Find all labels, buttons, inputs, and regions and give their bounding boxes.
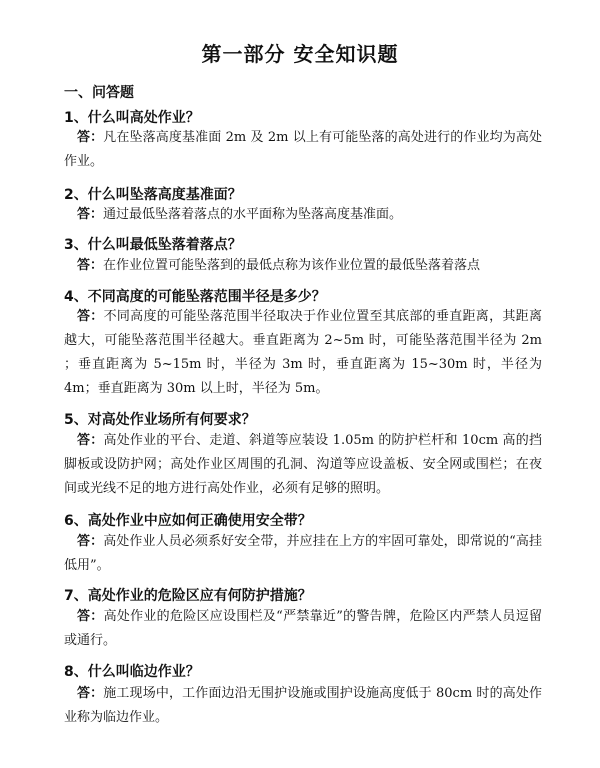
answer-text: 高处作业的平台、走道、斜道等应装设 1.05m 的防护栏杆和 10cm 高的挡脚板或设防护网；高处作业区周围的孔洞、沟道等应设盖板、安全网或围栏；在夜间或光线不足的地方进行高处作业，必须有足够的照明。 <box>64 433 542 496</box>
answer-text: 在作业位置可能坠落到的最低点称为该作业位置的最低坠落着落点 <box>103 258 481 273</box>
answer-text: 不同高度的可能坠落范围半径取决于作业位置至其底部的垂直距离，其距离越大，可能坠落范围半径越大。垂直距离为 2~5m 时，可能坠落范围半径为 2m ；垂直距离为 5~15m 时，半径为 3m 时，垂直距离为 15~30m 时，半径为 4m；垂直距离为 30m 以上时，半径为 5m。 <box>64 309 542 396</box>
page-title: 第一部分 安全知识题 <box>201 42 399 66</box>
question-7: 7、高处作业的危险区应有何防护措施？ <box>64 588 312 604</box>
answer-text: 凡在坠落高度基准面 2m 及 2m 以上有可能坠落的高处进行的作业均为高处作业。 <box>64 130 542 169</box>
answer-label: 答： <box>77 433 104 448</box>
answer-text: 施工现场中，工作面边沿无围护设施或围护设施高度低于 80cm 时的高处作业称为临边作业。 <box>64 686 542 725</box>
answer-label: 答： <box>77 309 104 324</box>
answer-8 <box>64 682 542 730</box>
answer-label: 答： <box>77 258 104 273</box>
answer-label: 答： <box>77 207 104 222</box>
question-2: 2、什么叫坠落高度基准面？ <box>64 187 242 203</box>
answer-7 <box>64 605 542 653</box>
answer-1 <box>64 126 542 174</box>
answer-label: 答： <box>77 130 104 145</box>
question-3: 3、什么叫最低坠落着落点？ <box>64 237 242 253</box>
answer-6 <box>64 530 542 578</box>
section-heading: 一、问答题 <box>64 85 134 101</box>
answer-text: 高处作业的危险区应设围栏及“严禁靠近”的警告牌，危险区内严禁人员逗留或通行。 <box>64 609 542 648</box>
question-4: 4、不同高度的可能坠落范围半径是多少？ <box>64 289 326 305</box>
answer-4 <box>64 305 542 401</box>
answer-3 <box>64 254 542 278</box>
question-1: 1、什么叫高处作业？ <box>64 110 200 126</box>
answer-label: 答： <box>77 609 104 624</box>
answer-text: 通过最低坠落着落点的水平面称为坠落高度基准面。 <box>103 207 403 222</box>
answer-text: 高处作业人员必须系好安全带，并应挂在上方的牢固可靠处，即常说的“高挂低用”。 <box>64 534 542 573</box>
question-5: 5、对高处作业场所有何要求？ <box>64 412 256 428</box>
question-8: 8、什么叫临边作业？ <box>64 664 200 680</box>
answer-2 <box>64 203 542 227</box>
answer-label: 答： <box>77 534 104 549</box>
answer-5 <box>64 429 542 501</box>
question-6: 6、高处作业中应如何正确使用安全带？ <box>64 513 312 529</box>
answer-label: 答： <box>77 686 104 701</box>
